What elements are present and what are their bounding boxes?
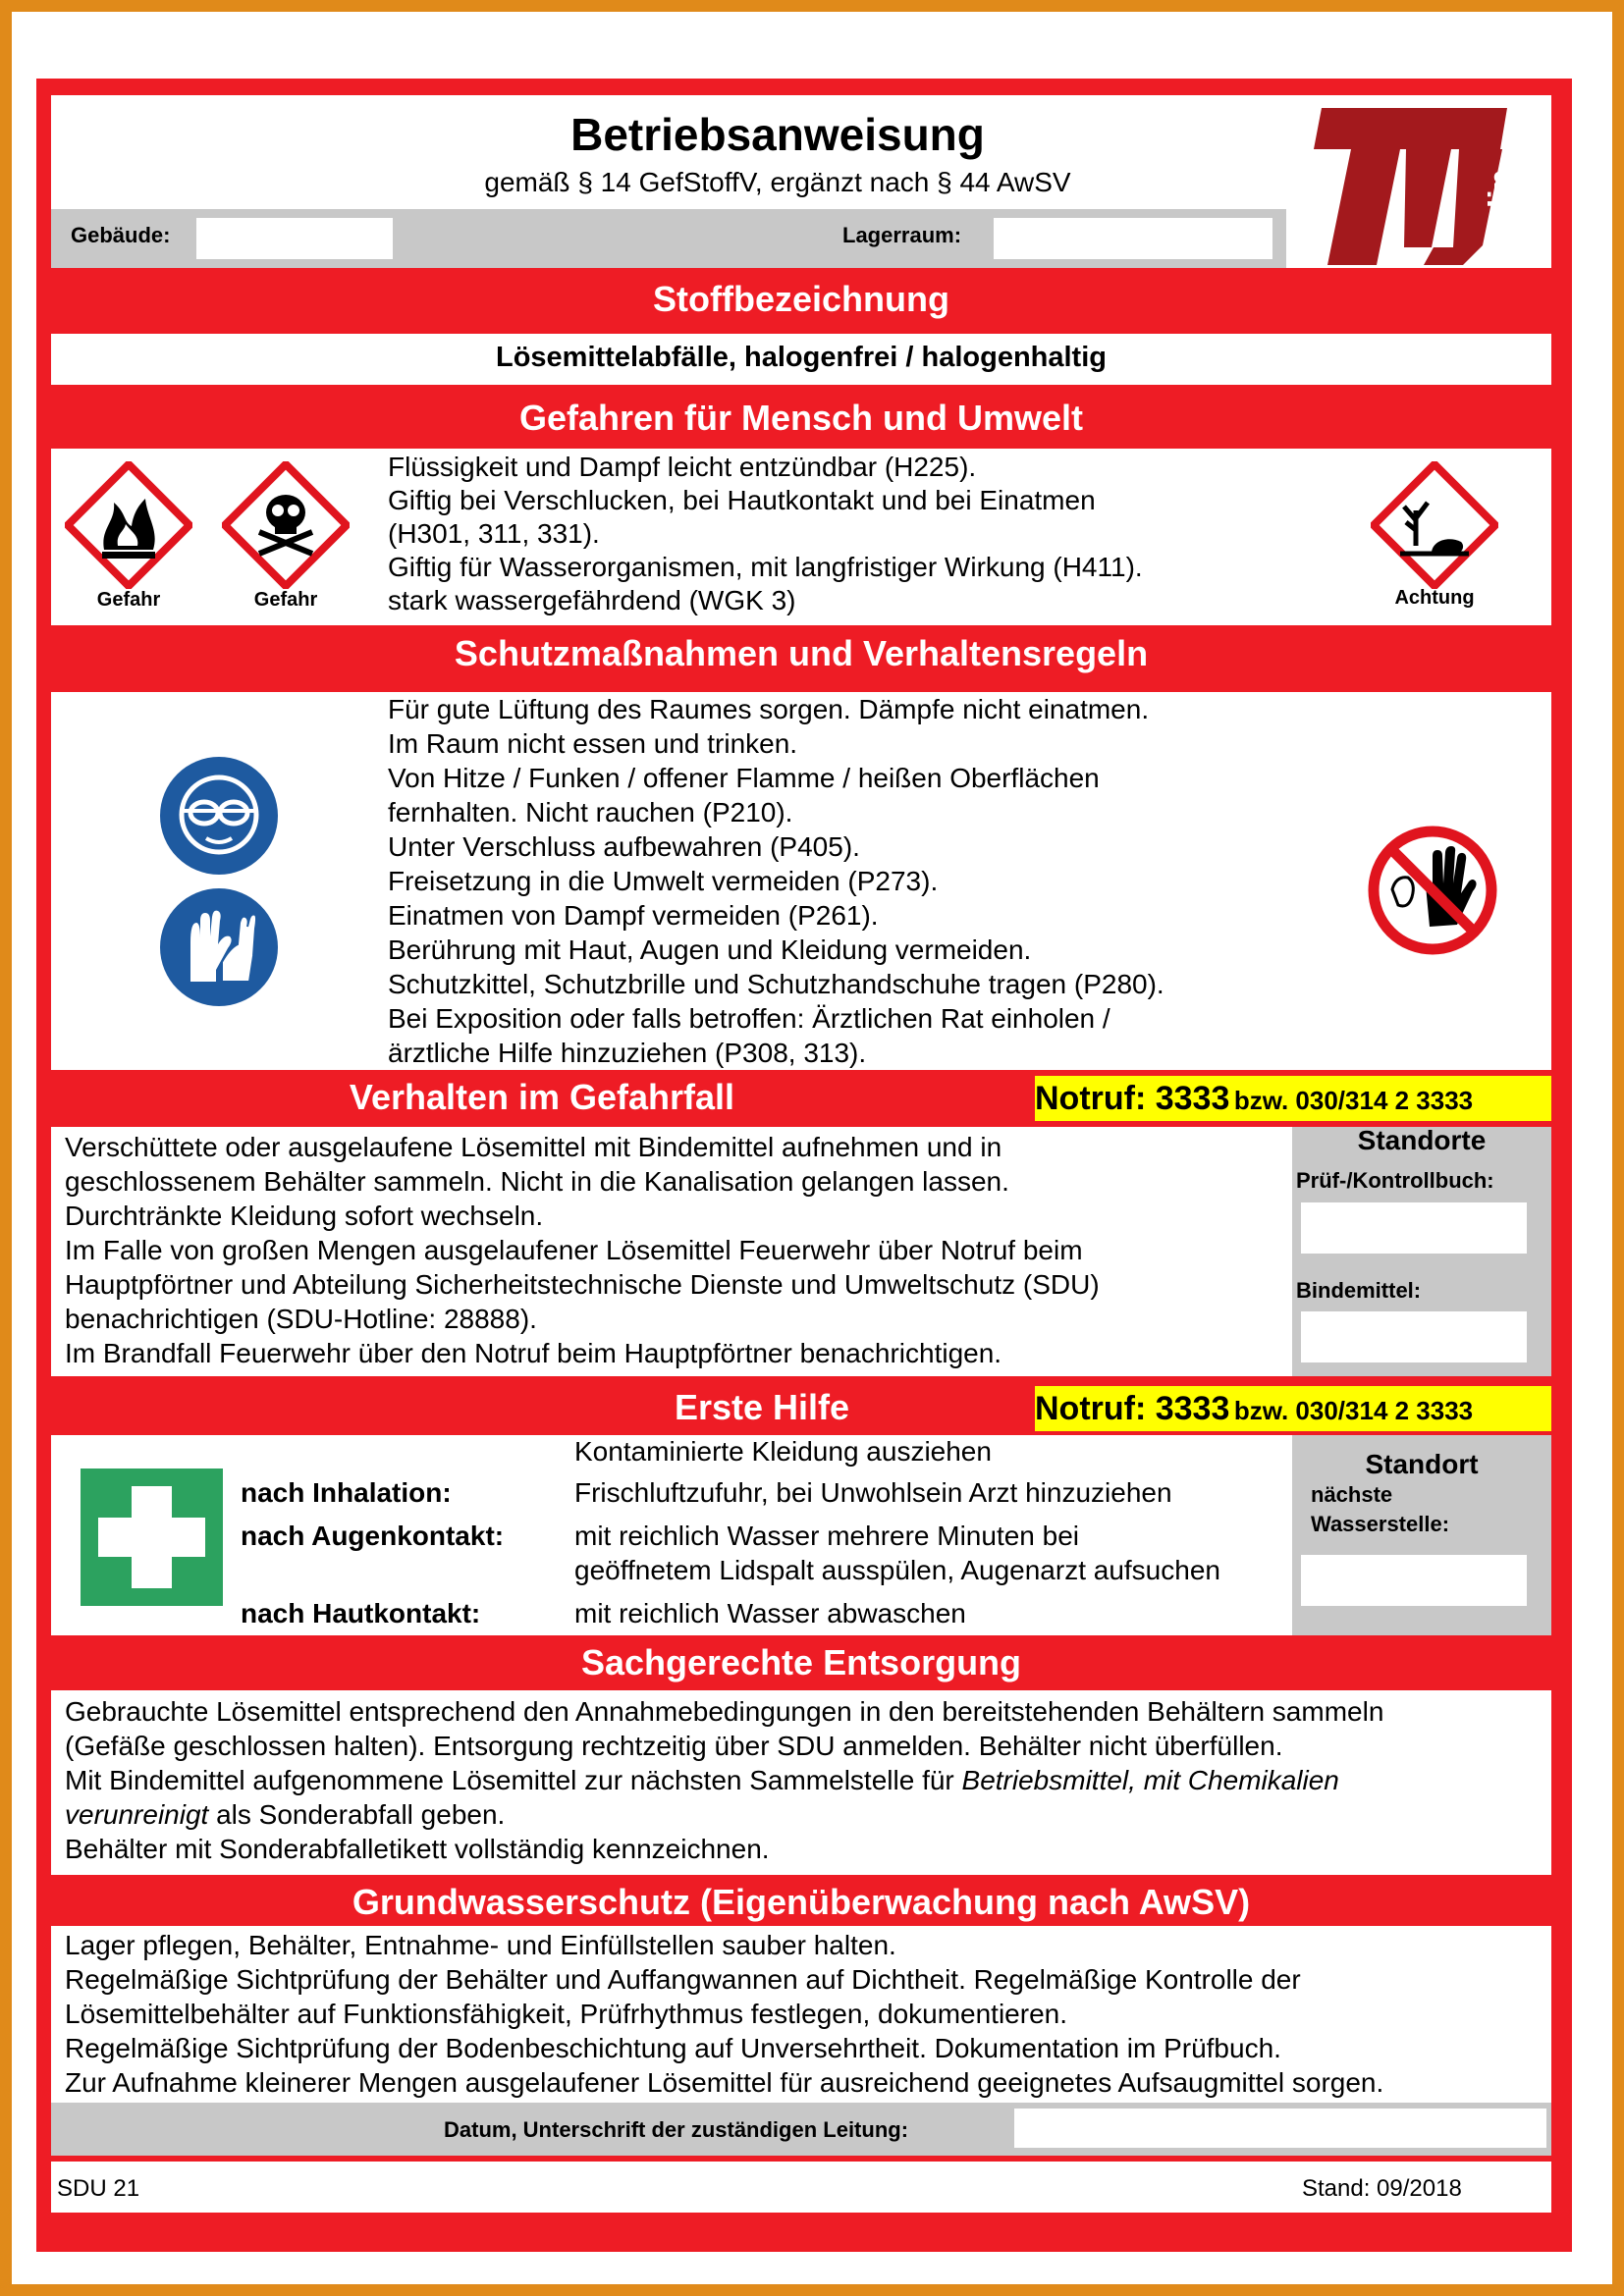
first-aid-label-skin: nach Hautkontakt: (241, 1598, 481, 1629)
disposal-line-4-b: als Sonderabfall geben. (208, 1799, 506, 1830)
storage-room-label: Lagerraum: (842, 223, 962, 247)
tu-berlin-logo (1306, 98, 1542, 270)
first-aid-intro: Kontaminierte Kleidung ausziehen (574, 1436, 992, 1467)
first-aid-notruf-main: Notruf: 3333 (1035, 1390, 1230, 1427)
flame-label: Gefahr (96, 589, 161, 611)
substance-name: Lösemittelabfälle, halogenfrei / halogenhaltig (496, 342, 1107, 373)
hazard-line-5: stark wassergefährdend (WGK 3) (388, 585, 796, 615)
protection-line-5: Unter Verschluss aufbewahren (P405). (388, 831, 860, 862)
hazard-line-3: (H301, 311, 331). (388, 518, 600, 549)
protection-heading: Schutzmaßnahmen und Verhaltensregeln (454, 633, 1149, 673)
first-aid-text-eye-2: geöffnetem Lidspalt ausspülen, Augenarzt aufsuchen (574, 1555, 1220, 1585)
skull-label: Gefahr (253, 589, 318, 611)
footer-right: Stand: 09/2018 (1302, 2175, 1462, 2202)
disposal-line-2: (Gefäße geschlossen halten). Entsorgung rechtzeitig über SDU anmelden. Behälter nicht überfüllen. (65, 1731, 1283, 1761)
disposal-line-5: Behälter mit Sonderabfalletikett vollständig kennzeichnen. (65, 1834, 770, 1864)
emergency-notruf-alt: bzw. 030/314 2 3333 (1233, 1086, 1474, 1115)
groundwater-heading: Grundwasserschutz (Eigenüberwachung nach AwSV) (352, 1882, 1251, 1922)
first-aid-cross-icon (81, 1468, 223, 1606)
binder-field[interactable] (1301, 1311, 1527, 1362)
emergency-line-7: Im Brandfall Feuerwehr über den Notruf beim Hauptpförtner benachrichtigen. (65, 1338, 1002, 1368)
protection-line-6: Freisetzung in die Umwelt vermeiden (P273). (388, 866, 939, 896)
disposal-line-1: Gebrauchte Lösemittel entsprechend den Annahmebedingungen in den bereitstehenden Behältern sammeln (65, 1696, 1384, 1727)
binder-label: Bindemittel: (1296, 1278, 1422, 1303)
protection-line-8: Berührung mit Haut, Augen und Kleidung vermeiden. (388, 934, 1032, 965)
emergency-notruf[interactable] (1035, 1076, 1551, 1121)
groundwater-line-3: Lösemittelbehälter auf Funktionsfähigkeit, Prüfrhythmus festlegen, dokumentieren. (65, 1999, 1068, 2029)
first-aid-text-skin: mit reichlich Wasser abwaschen (574, 1598, 966, 1629)
emergency-heading: Verhalten im Gefahrfall (349, 1077, 735, 1117)
disposal-line-3-a: Mit Bindemittel aufgenommene Lösemittel zur nächsten Sammelstelle für (65, 1765, 962, 1795)
hazards-heading: Gefahren für Mensch und Umwelt (518, 398, 1084, 438)
first-aid-label-eye: nach Augenkontakt: (241, 1521, 505, 1551)
groundwater-line-1: Lager pflegen, Behälter, Entnahme- und Einfüllstellen sauber halten. (65, 1930, 896, 1960)
hazard-line-2: Giftig bei Verschlucken, bei Hautkontakt und bei Einatmen (388, 485, 1096, 515)
first-aid-notruf-alt: bzw. 030/314 2 3333 (1233, 1396, 1474, 1425)
building-field[interactable] (196, 218, 393, 259)
page-title: Betriebsanweisung (570, 109, 985, 160)
emergency-notruf-main: Notruf: 3333 (1035, 1080, 1230, 1117)
water-point-label-a: nächste (1311, 1482, 1393, 1507)
storage-room-field[interactable] (994, 218, 1272, 259)
emergency-line-3: Durchtränkte Kleidung sofort wechseln. (65, 1201, 544, 1231)
hazard-line-4: Giftig für Wasserorganismen, mit langfristiger Wirkung (H411). (388, 552, 1143, 582)
substance-heading: Stoffbezeichnung (653, 279, 949, 319)
water-point-field[interactable] (1301, 1555, 1527, 1606)
protection-line-2: Im Raum nicht essen und trinken. (388, 728, 798, 759)
emergency-line-4: Im Falle von großen Mengen ausgelaufener Lösemittel Feuerwehr über Notruf beim (65, 1235, 1083, 1265)
first-aid-text-eye: mit reichlich Wasser mehrere Minuten bei (574, 1521, 1080, 1551)
signature-field[interactable] (1014, 2109, 1546, 2148)
building-label: Gebäude: (71, 223, 171, 247)
water-point-label-b: Wasserstelle: (1311, 1512, 1450, 1536)
skull-crossbones-icon (222, 461, 350, 589)
disposal-line-3-b: Betriebsmittel, mit Chemikalien (961, 1765, 1339, 1795)
disposal-line-3 (65, 1763, 1339, 1797)
environment-label: Achtung (1394, 587, 1475, 609)
logbook-field[interactable] (1301, 1202, 1527, 1254)
signature-label: Datum, Unterschrift der zuständigen Leitung: (444, 2117, 909, 2142)
environment-icon (1371, 461, 1498, 589)
first-aid-location-heading: Standort (1365, 1449, 1479, 1479)
hazard-line-1: Flüssigkeit und Dampf leicht entzündbar (H225). (388, 452, 977, 482)
groundwater-line-5: Zur Aufnahme kleinerer Mengen ausgelaufener Lösemittel für ausreichend geeignetes Aufsaugmittel sorgen. (65, 2067, 1384, 2098)
protection-line-4: fernhalten. Nicht rauchen (P210). (388, 797, 793, 828)
first-aid-label-inhalation: nach Inhalation: (241, 1477, 452, 1508)
flame-icon (65, 461, 192, 589)
emergency-locations-heading: Standorte (1357, 1125, 1487, 1155)
no-access-icon (1367, 825, 1498, 956)
emergency-line-6: benachrichtigen (SDU-Hotline: 28888). (65, 1304, 537, 1334)
gloves-icon (159, 887, 279, 1007)
footer-left: SDU 21 (57, 2175, 140, 2202)
protection-line-10: Bei Exposition oder falls betroffen: Ärztlichen Rat einholen / (388, 1003, 1110, 1034)
protection-line-11: ärztliche Hilfe hinzuziehen (P308, 313). (388, 1038, 867, 1068)
disposal-line-4-a: verunreinigt (65, 1799, 209, 1830)
first-aid-heading: Erste Hilfe (674, 1387, 850, 1427)
protection-line-3: Von Hitze / Funken / offener Flamme / heißen Oberflächen (388, 763, 1100, 793)
groundwater-line-2: Regelmäßige Sichtprüfung der Behälter und Auffangwannen auf Dichtheit. Regelmäßige Kontrolle der (65, 1964, 1301, 1995)
disposal-heading: Sachgerechte Entsorgung (580, 1642, 1022, 1682)
logbook-label: Prüf-/Kontrollbuch: (1296, 1168, 1494, 1193)
goggles-icon (159, 756, 279, 876)
emergency-line-1: Verschüttete oder ausgelaufene Lösemittel mit Bindemittel aufnehmen und in (65, 1132, 1002, 1162)
disposal-line-4 (65, 1797, 505, 1832)
page-subtitle: gemäß § 14 GefStoffV, ergänzt nach § 44 AwSV (484, 167, 1071, 197)
first-aid-text-inhalation: Frischluftzufuhr, bei Unwohlsein Arzt hinzuziehen (574, 1477, 1172, 1508)
emergency-line-5: Hauptpförtner und Abteilung Sicherheitstechnische Dienste und Umweltschutz (SDU) (65, 1269, 1100, 1300)
groundwater-line-4: Regelmäßige Sichtprüfung der Bodenbeschichtung auf Unversehrtheit. Dokumentation im Prüfbuch. (65, 2033, 1281, 2063)
protection-line-9: Schutzkittel, Schutzbrille und Schutzhandschuhe tragen (P280). (388, 969, 1164, 999)
protection-line-1: Für gute Lüftung des Raumes sorgen. Dämpfe nicht einatmen. (388, 694, 1150, 724)
protection-line-7: Einatmen von Dampf vermeiden (P261). (388, 900, 879, 931)
logo-text: berlin (1483, 169, 1520, 260)
emergency-line-2: geschlossenem Behälter sammeln. Nicht in die Kanalisation gelangen lassen. (65, 1166, 1009, 1197)
first-aid-notruf[interactable] (1035, 1386, 1551, 1431)
